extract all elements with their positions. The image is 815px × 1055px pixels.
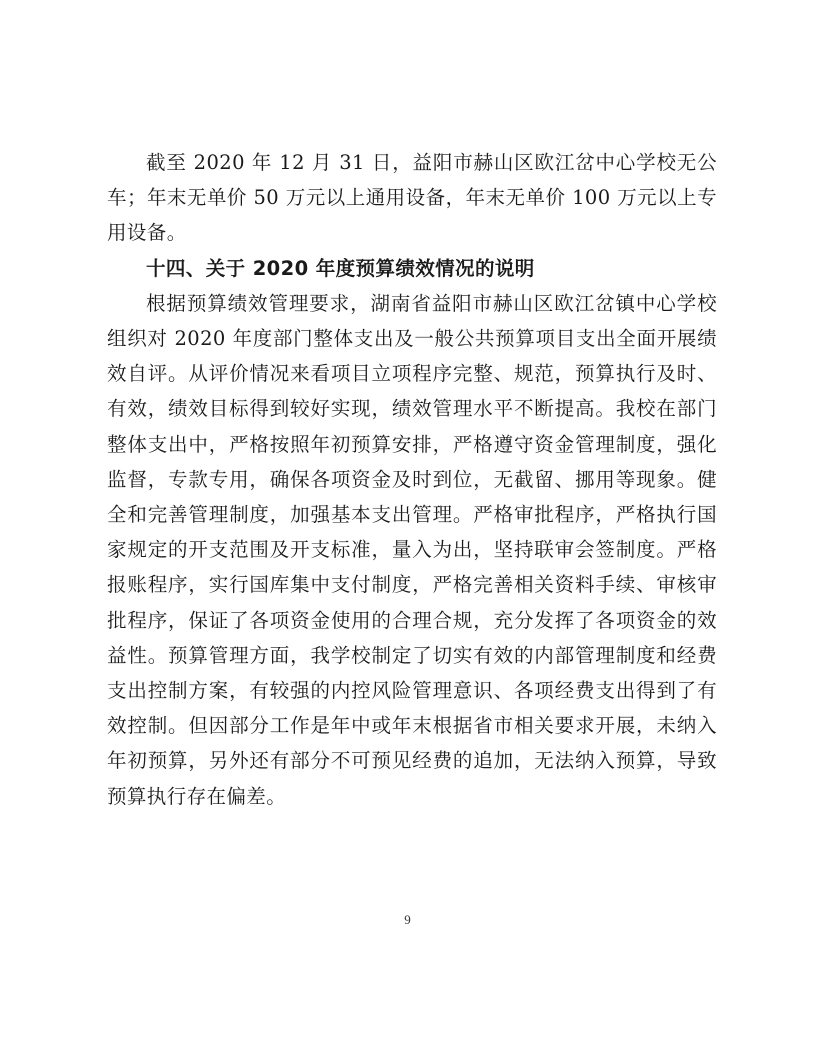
document-body	[107, 145, 717, 814]
page-number: 9	[404, 912, 411, 927]
paragraph-budget-performance: 根据预算绩效管理要求，湖南省益阳市赫山区欧江岔镇中心学校组织对 2020 年度部门整体支出及一般公共预算项目支出全面开展绩效自评。从评价情况来看项目立项程序完整、规范，预算执行及时、有效，绩效目标得到较好实现，绩效管理水平不断提高。我校在部门整体支出中，严格按照年初预算安排，严格遵守资金管理制度，强化监督，专款专用，确保各项资金及时到位，无截留、挪用等现象。健全和完善管理制度，加强基本支出管理。严格审批程序，严格执行国家规定的开支范围及开支标准，量入为出，坚持联审会签制度。严格报账程序，实行国库集中支付制度，严格完善相关资料手续、审核审批程序，保证了各项资金使用的合理合规，充分发挥了各项资金的效益性。预算管理方面，我学校制定了切实有效的内部管理制度和经费支出控制方案，有较强的内控风险管理意识、各项经费支出得到了有效控制。但因部分工作是年中或年末根据省市相关要求开展，未纳入年初预算，另外还有部分不可预见经费的追加，无法纳入预算，导致预算执行存在偏差。	[107, 291, 717, 808]
paragraph-vehicles-equipment: 截至 2020 年 12 月 31 日，益阳市赫山区欧江岔中心学校无公车；年末无单价 50 万元以上通用设备，年末无单价 100 万元以上专用设备。	[107, 151, 717, 245]
section-heading: 十四、关于 2020 年度预算绩效情况的说明	[146, 256, 535, 280]
